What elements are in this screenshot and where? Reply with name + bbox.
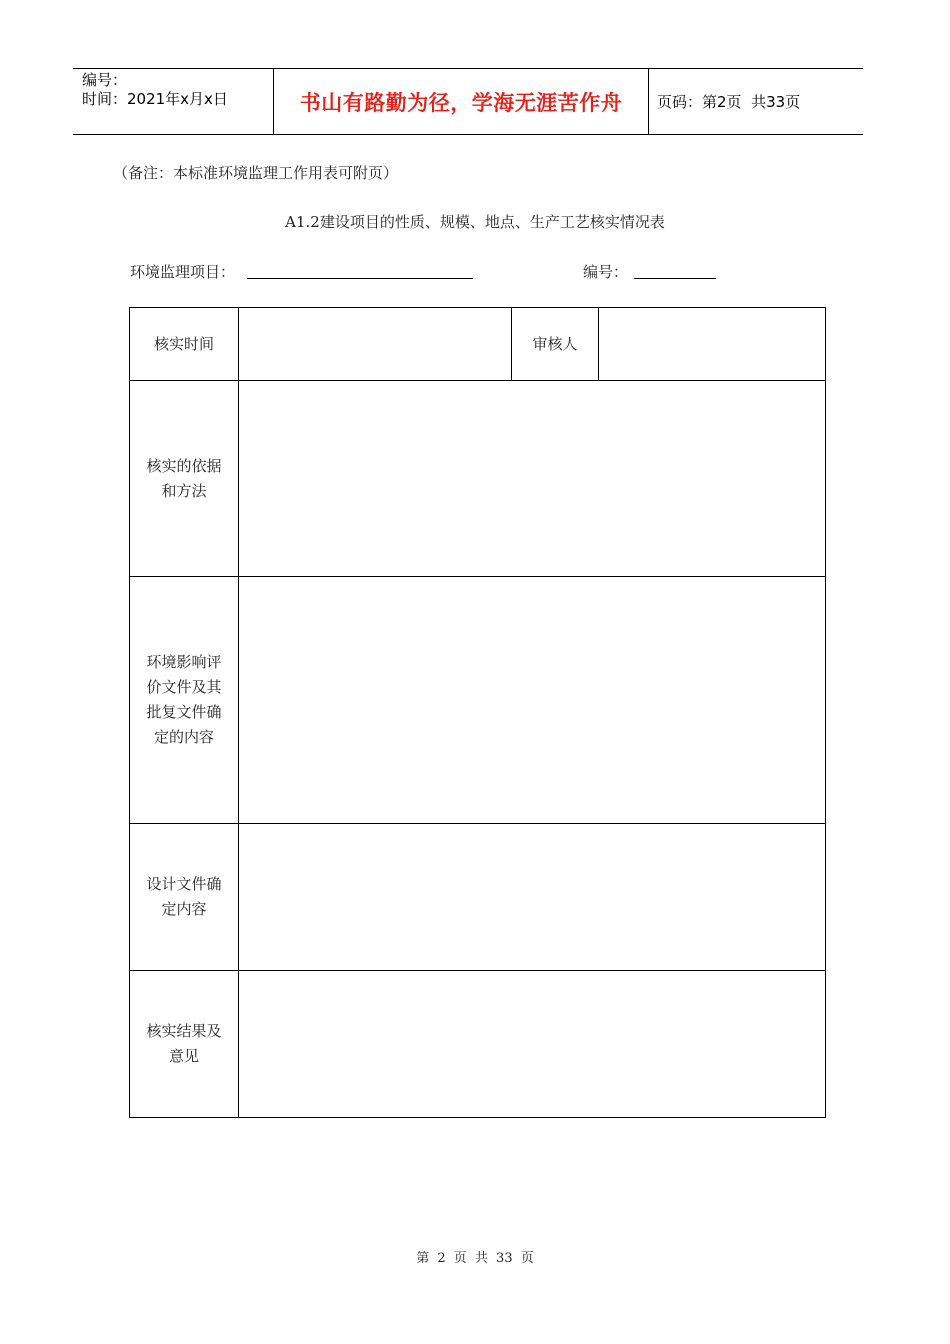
table-row — [130, 824, 826, 971]
page-label: 页码： — [657, 93, 703, 111]
header-code-label: 编号： — [82, 71, 128, 89]
eia-content-value-cell[interactable] — [239, 577, 826, 824]
eia-content-label-cell — [130, 577, 239, 824]
design-content-label-cell — [130, 824, 239, 971]
header-page-info — [649, 69, 863, 134]
reviewer-label-cell — [512, 308, 599, 381]
verification-form-table — [129, 307, 826, 1118]
table-row — [130, 971, 826, 1118]
check-time-value-cell[interactable] — [239, 308, 512, 381]
design-content-value-cell[interactable] — [239, 824, 826, 971]
form-title: A1.2建设项目的性质、规模、地点、生产工艺核实情况表 — [285, 213, 665, 231]
header-motto-cell — [274, 69, 649, 134]
page-current: 第2页 — [702, 93, 742, 111]
remark-note: （备注：本标准环境监理工作用表可附页） — [113, 164, 399, 182]
eia-content-label: 环境影响评价文件及其批复文件确定的内容 — [146, 653, 222, 746]
table-row — [130, 308, 826, 381]
header-time: 时间：2021年x月x日 — [82, 90, 228, 108]
result-opinion-label-cell — [130, 971, 239, 1118]
document-header — [73, 68, 863, 135]
table-row — [130, 381, 826, 577]
reviewer-value-cell[interactable] — [599, 308, 826, 381]
code-field-label: 编号： — [583, 263, 629, 281]
result-opinion-value-cell[interactable] — [239, 971, 826, 1118]
check-time-label: 核实时间 — [153, 334, 214, 353]
result-opinion-label: 核实结果及意见 — [146, 1022, 222, 1065]
header-motto: 书山有路勤为径，学海无涯苦作舟 — [299, 90, 623, 115]
code-field-line[interactable] — [634, 278, 716, 279]
project-field-line[interactable] — [247, 278, 473, 279]
project-field-label: 环境监理项目： — [130, 263, 236, 281]
design-content-label: 设计文件确定内容 — [146, 875, 222, 918]
basis-method-label: 核实的依据和方法 — [146, 456, 222, 500]
basis-method-label-cell — [130, 381, 239, 577]
header-meta — [73, 69, 274, 134]
page-total: 共33页 — [751, 93, 801, 111]
basis-method-value-cell[interactable] — [239, 381, 826, 577]
reviewer-label: 审核人 — [532, 334, 578, 353]
table-row — [130, 577, 826, 824]
check-time-label-cell — [130, 308, 239, 381]
page-footer: 第 2 页 共 33 页 — [416, 1251, 534, 1266]
